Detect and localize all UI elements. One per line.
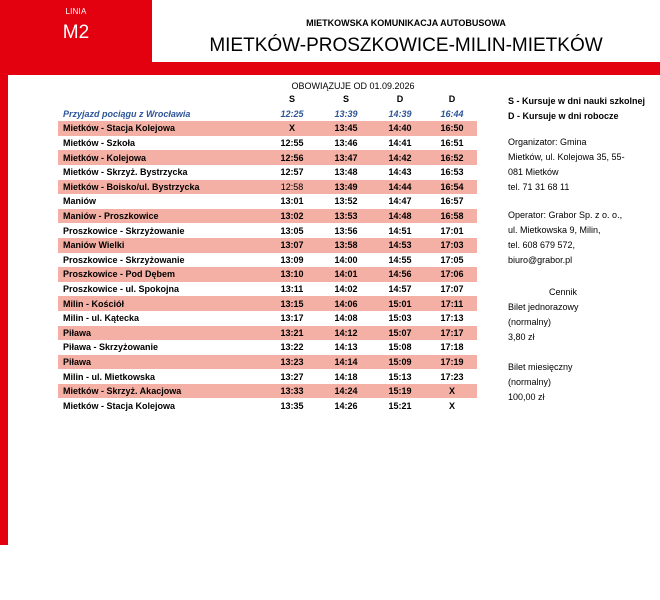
departure-time: 15:08 xyxy=(388,342,412,353)
train-time: 16:44 xyxy=(440,108,464,119)
stop-row xyxy=(58,253,477,268)
single-ticket-label: Bilet jednorazowy xyxy=(508,302,579,312)
departure-time: 15:09 xyxy=(373,355,427,370)
departure-time: 17:01 xyxy=(440,225,464,236)
departure-time: 13:15 xyxy=(265,296,319,311)
departure-time: 13:46 xyxy=(334,138,358,149)
departure-time: 14:18 xyxy=(334,371,358,382)
departure-time: 13:10 xyxy=(265,267,319,282)
departure-time: 13:35 xyxy=(280,400,304,411)
stop-row xyxy=(58,194,477,209)
stop-name: Piława xyxy=(58,326,265,341)
departure-time: 13:48 xyxy=(334,167,358,178)
stop-row xyxy=(58,150,477,165)
legend-s: S - Kursuje w dni nauki szkolnej xyxy=(508,96,646,106)
departure-time: 15:19 xyxy=(373,384,427,399)
stop-name: Milin - ul. Mietkowska xyxy=(63,371,156,382)
departure-time: 13:11 xyxy=(280,284,304,295)
organizer-phone: tel. 71 31 68 11 xyxy=(508,182,570,192)
legend xyxy=(508,94,645,124)
operator-phone: tel. 608 679 572, xyxy=(508,240,576,250)
stop-row xyxy=(58,355,477,370)
stop-name: Piława - Skrzyżowanie xyxy=(63,342,159,353)
stop-row xyxy=(58,369,477,384)
departure-time: 13:56 xyxy=(334,225,358,236)
stop-row xyxy=(58,282,477,297)
departure-time: 16:58 xyxy=(427,209,477,224)
departure-time: 13:02 xyxy=(265,209,319,224)
stop-row xyxy=(58,311,477,326)
departure-time: 14:14 xyxy=(319,355,373,370)
stop-row xyxy=(58,136,477,151)
departure-time: X xyxy=(427,384,477,399)
departure-time: 13:09 xyxy=(280,254,304,265)
train-time: 13:39 xyxy=(334,108,358,119)
stop-row xyxy=(58,398,477,413)
train-arrival-row xyxy=(58,107,477,122)
departure-time: 13:33 xyxy=(265,384,319,399)
day-code: D xyxy=(396,94,404,105)
stop-name: Mietków - Boisko/ul. Bystrzycka xyxy=(58,180,265,195)
departure-time: 14:40 xyxy=(373,121,427,136)
departure-time: 15:03 xyxy=(388,313,412,324)
route-title: MIETKÓW-PROSZKOWICE-MILIN-MIETKÓW xyxy=(209,35,603,56)
price-list xyxy=(508,285,618,405)
departure-time: 16:53 xyxy=(440,167,464,178)
departure-time: 13:05 xyxy=(280,225,304,236)
departure-time: 14:42 xyxy=(373,150,427,165)
stop-row xyxy=(58,340,477,355)
stop-name: Proszkowice - Skrzyżowanie xyxy=(63,225,185,236)
departure-time: 17:06 xyxy=(427,267,477,282)
departure-time: 14:44 xyxy=(373,180,427,195)
departure-time: 15:01 xyxy=(373,296,427,311)
day-code-row xyxy=(58,92,477,107)
departure-time: 13:47 xyxy=(319,150,373,165)
stop-name: Proszkowice - ul. Spokojna xyxy=(63,284,180,295)
departure-time: 17:07 xyxy=(440,284,464,295)
operator-info xyxy=(508,208,656,268)
departure-time: X xyxy=(448,400,455,411)
stop-name: Maniów xyxy=(63,196,96,207)
stop-name: Maniów - Proszkowice xyxy=(58,209,265,224)
timetable xyxy=(58,92,477,413)
organizer-label: Organizator xyxy=(508,137,556,147)
stop-name: Proszkowice - Skrzyżowanie xyxy=(63,254,185,265)
train-time: 14:39 xyxy=(388,108,412,119)
monthly-ticket-label: Bilet miesięczny xyxy=(508,362,573,372)
single-ticket-type: (normalny) xyxy=(508,317,552,327)
departure-time: 13:21 xyxy=(265,326,319,341)
departure-time: 17:18 xyxy=(440,342,464,353)
departure-time: 15:21 xyxy=(388,400,412,411)
departure-time: 13:58 xyxy=(319,238,373,253)
departure-time: 16:52 xyxy=(427,150,477,165)
stop-name: Mietków - Stacja Kolejowa xyxy=(63,400,176,411)
departure-time: 16:51 xyxy=(440,138,464,149)
departure-time: 12:55 xyxy=(280,138,304,149)
stop-row xyxy=(58,267,477,282)
stop-name: Mietków - Skrzyż. Bystrzycka xyxy=(63,167,188,178)
organizer-info xyxy=(508,135,656,195)
departure-time: 13:01 xyxy=(280,196,304,207)
departure-time: 14:55 xyxy=(388,254,412,265)
departure-time: 12:56 xyxy=(265,150,319,165)
departure-time: 16:50 xyxy=(427,121,477,136)
departure-time: 13:07 xyxy=(265,238,319,253)
stop-row xyxy=(58,209,477,224)
stop-name: Milin - ul. Kątecka xyxy=(63,313,140,324)
stop-name: Mietków - Skrzyż. Akacjowa xyxy=(58,384,265,399)
departure-time: 14:47 xyxy=(388,196,412,207)
departure-time: 13:52 xyxy=(334,196,358,207)
departure-time: 14:02 xyxy=(334,284,358,295)
departure-time: 12:58 xyxy=(265,180,319,195)
departure-time: 17:23 xyxy=(440,371,464,382)
departure-time: 14:57 xyxy=(388,284,412,295)
stop-row xyxy=(58,296,477,311)
departure-time: 17:11 xyxy=(427,296,477,311)
operator-label: Operator xyxy=(508,210,544,220)
stop-row xyxy=(58,223,477,238)
departure-time: 13:49 xyxy=(319,180,373,195)
departure-time: 13:22 xyxy=(280,342,304,353)
departure-time: 12:57 xyxy=(280,167,304,178)
departure-time: 17:17 xyxy=(427,326,477,341)
departure-time: 14:01 xyxy=(319,267,373,282)
stop-name: Maniów Wielki xyxy=(58,238,265,253)
train-label: Przyjazd pociągu z Wrocławia xyxy=(63,108,191,119)
departure-time: 13:53 xyxy=(319,209,373,224)
operator-address: ul. Mietkowska 9, Milin, xyxy=(508,225,601,235)
departure-time: 14:48 xyxy=(373,209,427,224)
stop-row xyxy=(58,121,477,136)
left-red-bar xyxy=(0,0,8,545)
departure-time: 14:13 xyxy=(334,342,358,353)
day-code: S xyxy=(342,94,349,105)
departure-time: 14:00 xyxy=(334,254,358,265)
stop-name: Mietków - Szkoła xyxy=(63,138,136,149)
stop-name: Mietków - Kolejowa xyxy=(58,150,265,165)
departure-time: 17:19 xyxy=(427,355,477,370)
departure-time: 15:13 xyxy=(388,371,412,382)
operator-name: : Grabor Sp. z o. o., xyxy=(543,210,623,220)
stop-name: Milin - Kościół xyxy=(58,296,265,311)
line-badge xyxy=(0,0,152,66)
stop-name: Proszkowice - Pod Dębem xyxy=(58,267,265,282)
departure-time: 14:24 xyxy=(319,384,373,399)
departure-time: 16:54 xyxy=(427,180,477,195)
departure-time: 15:07 xyxy=(373,326,427,341)
departure-time: 17:13 xyxy=(440,313,464,324)
line-label: LINIA xyxy=(65,7,87,16)
departure-time: 14:53 xyxy=(373,238,427,253)
line-number: M2 xyxy=(62,22,90,43)
departure-time: 17:05 xyxy=(440,254,464,265)
price-title: Cennik xyxy=(548,287,577,297)
departure-time: 14:26 xyxy=(334,400,358,411)
departure-time: 14:41 xyxy=(388,138,412,149)
day-code: S xyxy=(288,94,295,105)
company-name: MIETKOWSKA KOMUNIKACJA AUTOBUSOWA xyxy=(306,18,506,28)
stop-row xyxy=(58,165,477,180)
departure-time: 14:08 xyxy=(334,313,358,324)
departure-time: 13:27 xyxy=(280,371,304,382)
organizer-address-2: 081 Mietków xyxy=(508,167,559,177)
departure-time: 14:51 xyxy=(388,225,412,236)
organizer-address-1: Mietków, ul. Kolejowa 35, 55- xyxy=(508,152,625,162)
departure-time: 14:43 xyxy=(388,167,412,178)
departure-time: 13:45 xyxy=(319,121,373,136)
stop-name: Piława xyxy=(58,355,265,370)
stop-row xyxy=(58,384,477,399)
stop-name: Mietków - Stacja Kolejowa xyxy=(58,121,265,136)
operator-email: biuro@grabor.pl xyxy=(508,255,573,265)
departure-time: 16:57 xyxy=(440,196,464,207)
departure-time: 14:56 xyxy=(373,267,427,282)
monthly-ticket-type: (normalny) xyxy=(508,377,552,387)
departure-time: X xyxy=(265,121,319,136)
monthly-ticket-price: 100,00 zł xyxy=(508,392,545,402)
departure-time: 13:23 xyxy=(265,355,319,370)
day-code-spacer xyxy=(58,92,265,107)
departure-time: 14:12 xyxy=(319,326,373,341)
stop-row xyxy=(58,326,477,341)
train-time: 12:25 xyxy=(280,108,304,119)
organizer-name: : Gmina xyxy=(555,137,587,147)
stop-row xyxy=(58,238,477,253)
legend-d: D - Kursuje w dni robocze xyxy=(508,111,619,121)
departure-time: 13:17 xyxy=(280,313,304,324)
departure-time: 17:03 xyxy=(427,238,477,253)
single-ticket-price: 3,80 zł xyxy=(508,332,535,342)
stop-row xyxy=(58,180,477,195)
valid-from: OBOWIĄZUJE OD 01.09.2026 xyxy=(291,81,415,91)
departure-time: 14:06 xyxy=(319,296,373,311)
day-code: D xyxy=(448,94,456,105)
